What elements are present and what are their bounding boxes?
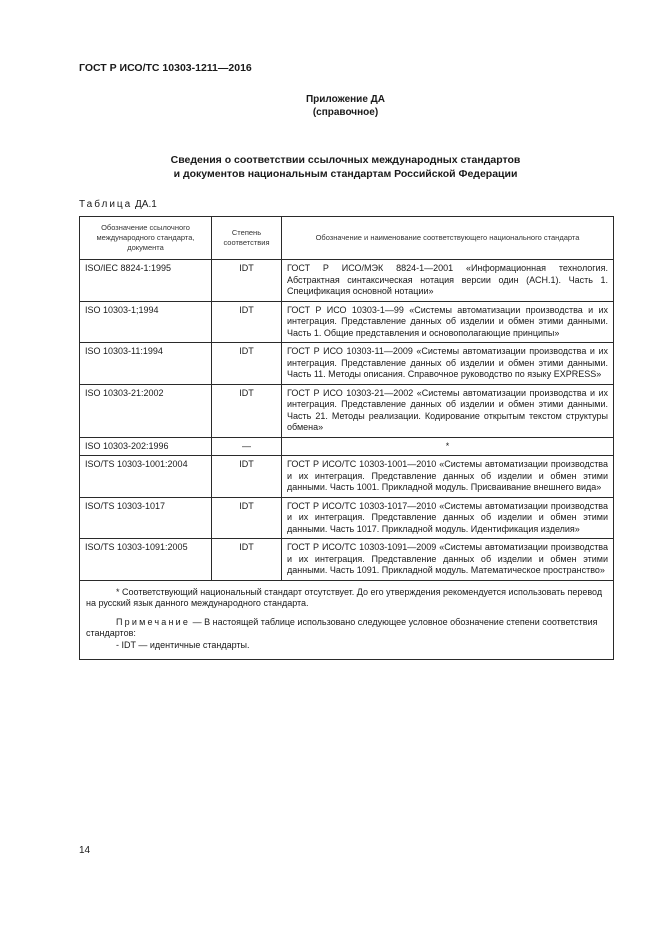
table-row — [80, 301, 614, 343]
cell-national: ГОСТ Р ИСО/МЭК 8824-1—2001 «Информационная технология. Абстрактная синтаксическая нотация версии один (АСН.1). Часть 1. Спецификация основной нотации» — [282, 260, 614, 302]
cell-national: ГОСТ Р ИСО/ТС 10303-1017—2010 «Системы автоматизации производства и их интеграция. Представление данных об изделии и обмен этими данными. Часть 1017. Прикладной модуль. Идентификация изделия» — [282, 497, 614, 539]
footnote-text: * Соответствующий национальный стандарт отсутствует. До его утверждения рекомендуется использовать перевод на русский язык данного международного стандарта. — [86, 586, 603, 608]
cell-national: ГОСТ Р ИСО 10303-1—99 «Системы автоматизации производства и их интеграция. Представление данных об изделии и обмен этими данными. Часть 1. Общие представления и основополагающие принципы» — [282, 301, 614, 343]
appendix-title: Приложение ДА — [305, 94, 386, 105]
cell-reference: ISO 10303-11:1994 — [80, 343, 212, 385]
correspondence-table — [79, 216, 614, 660]
cell-national: ГОСТ Р ИСО 10303-11—2009 «Системы автоматизации производства и их интеграция. Представление данных об изделии и обмен этими данными. Часть 11. Методы описания. Справочное руководство по языку EXPRESS» — [282, 343, 614, 385]
cell-degree: IDT — [212, 301, 282, 343]
table-row — [80, 384, 614, 437]
table-caption-id: ДА.1 — [135, 199, 157, 210]
table-footnote-row — [80, 580, 614, 660]
appendix-subtitle: (справочное) — [312, 107, 379, 118]
table-note — [86, 617, 607, 640]
cell-degree: IDT — [212, 260, 282, 302]
header-degree: Степень соответствия — [212, 217, 282, 260]
cell-reference: ISO 10303-21:2002 — [80, 384, 212, 437]
note-item: - IDT — идентичные стандарты. — [116, 639, 250, 650]
cell-reference: ISO/IEC 8824-1:1995 — [80, 260, 212, 302]
cell-degree: IDT — [212, 343, 282, 385]
table-row — [80, 260, 614, 302]
cell-degree: IDT — [212, 456, 282, 498]
cell-degree: — — [212, 437, 282, 456]
cell-degree: IDT — [212, 497, 282, 539]
table-row — [80, 437, 614, 456]
table-row — [80, 539, 614, 581]
note-label: Примечание — [116, 616, 191, 627]
page-number: 14 — [79, 845, 91, 856]
section-title-line-1: Сведения о соответствии ссылочных международных стандартов — [170, 154, 521, 166]
table-row — [80, 456, 614, 498]
cell-reference: ISO/TS 10303-1091:2005 — [80, 539, 212, 581]
cell-national: * — [282, 437, 614, 456]
section-title — [0, 153, 661, 181]
table-caption-label: Таблица — [79, 199, 133, 210]
cell-national: ГОСТ Р ИСО/ТС 10303-1001—2010 «Системы автоматизации производства и их интеграция. Представление данных об изделии и обмен этими данными. Часть 1001. Прикладной модуль. Присваивание внешнего вида» — [282, 456, 614, 498]
table-row — [80, 497, 614, 539]
section-title-line-2: и документов национальным стандартам Российской Федерации — [173, 168, 518, 180]
cell-reference: ISO 10303-202:1996 — [80, 437, 212, 456]
cell-degree: IDT — [212, 539, 282, 581]
cell-national: ГОСТ Р ИСО/ТС 10303-1091—2009 «Системы автоматизации производства и их интеграция. Представление данных об изделии и обмен этими данными. Часть 1091. Прикладной модуль. Математическое пространство» — [282, 539, 614, 581]
cell-national: ГОСТ Р ИСО 10303-21—2002 «Системы автоматизации производства и их интеграция. Представление данных об изделии и обмен этими данными. Часть 21. Методы реализации. Кодирование открытым текстом структуры обмена» — [282, 384, 614, 437]
table-footnote-cell — [80, 580, 614, 660]
document-code-header: ГОСТ Р ИСО/ТС 10303-1211—2016 — [79, 62, 252, 74]
appendix-heading — [0, 93, 661, 119]
cell-reference: ISO 10303-1;1994 — [80, 301, 212, 343]
cell-reference: ISO/TS 10303-1001:2004 — [80, 456, 212, 498]
cell-reference: ISO/TS 10303-1017 — [80, 497, 212, 539]
cell-degree: IDT — [212, 384, 282, 437]
table-row — [80, 343, 614, 385]
header-national-standard: Обозначение и наименование соответствующего национального стандарта — [282, 217, 614, 260]
note-text: — В настоящей таблице использовано следующее условное обозначение степени соответствия стандартов: — [86, 616, 598, 638]
header-reference-standard: Обозначение ссылочного международного стандарта, документа — [80, 217, 212, 260]
table-header-row — [80, 217, 614, 260]
table-caption — [79, 199, 157, 210]
